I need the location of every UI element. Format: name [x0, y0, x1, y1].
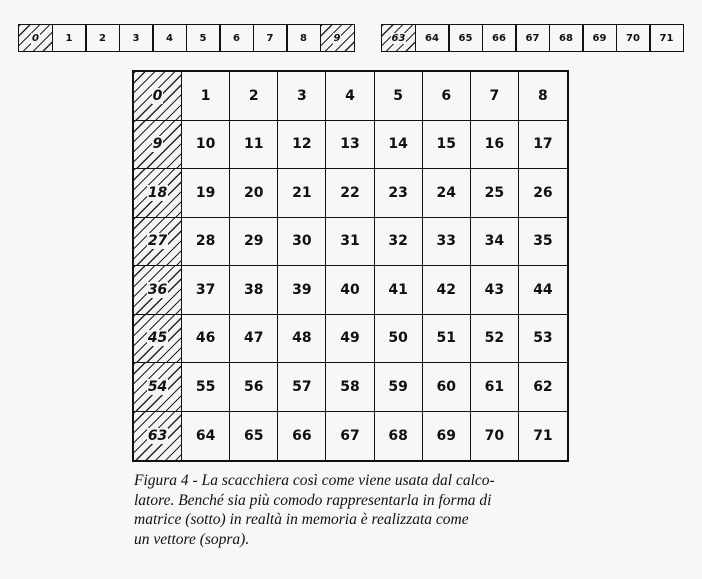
matrix-cell	[519, 218, 567, 267]
board-matrix	[132, 70, 569, 462]
matrix-cell-label: 26	[533, 184, 553, 201]
vector-cell-label: 1	[65, 32, 73, 44]
matrix-cell	[519, 315, 567, 364]
matrix-cell	[278, 315, 326, 364]
matrix-cell-label: 18	[147, 184, 168, 201]
matrix-cell	[326, 121, 374, 170]
matrix-cell-label: 15	[436, 136, 456, 153]
matrix-cell-label: 39	[292, 281, 312, 298]
matrix-cell	[375, 266, 423, 315]
matrix-cell	[423, 315, 471, 364]
matrix-cell	[278, 266, 326, 315]
matrix-cell	[326, 315, 374, 364]
matrix-cell-label: 17	[533, 136, 553, 153]
matrix-cell-label: 25	[484, 184, 505, 201]
matrix-cell-label: 58	[340, 378, 360, 395]
matrix-cell	[519, 121, 567, 170]
vector-cell	[582, 24, 617, 52]
matrix-cell	[230, 363, 278, 412]
vector-cell-label: 3	[132, 32, 140, 44]
matrix-cell	[375, 218, 423, 267]
vector-cell	[515, 24, 550, 52]
caption-line-4: un vettore (sopra).	[134, 530, 250, 548]
matrix-cell	[182, 412, 230, 461]
matrix-cell-label: 6	[441, 87, 452, 104]
matrix-cell-label: 53	[533, 330, 553, 347]
vector-cell-label: 66	[492, 32, 506, 44]
matrix-cell	[423, 266, 471, 315]
matrix-cell-label: 3	[297, 87, 307, 104]
matrix-border-cell	[134, 412, 182, 461]
matrix-cell	[182, 218, 230, 267]
matrix-cell-label: 45	[147, 330, 168, 347]
vector-cell	[286, 24, 321, 52]
matrix-border-cell	[134, 266, 182, 315]
vector-cell-label: 71	[659, 32, 674, 44]
matrix-cell-label: 70	[484, 427, 505, 444]
matrix-cell-label: 49	[340, 330, 360, 347]
matrix-cell	[182, 266, 230, 315]
matrix-cell-label: 21	[292, 184, 312, 201]
matrix-border-cell	[134, 121, 182, 170]
matrix-cell	[326, 266, 374, 315]
matrix-cell-label: 55	[195, 378, 216, 395]
matrix-cell-label: 11	[244, 136, 264, 153]
matrix-cell-label: 37	[195, 281, 216, 298]
matrix-cell	[519, 169, 567, 218]
matrix-cell-label: 68	[388, 427, 408, 444]
matrix-cell	[471, 412, 519, 461]
matrix-cell-label: 56	[244, 378, 264, 395]
matrix-cell-label: 30	[292, 233, 312, 250]
matrix-cell-label: 12	[292, 136, 312, 153]
matrix-border-cell	[134, 72, 182, 121]
vector-cell-label: 70	[626, 32, 640, 44]
matrix-cell-label: 23	[388, 184, 408, 201]
matrix-cell	[326, 363, 374, 412]
caption-line-2: latore. Benché sia più comodo rappresentarla in forma di	[134, 491, 492, 509]
matrix-cell-label: 50	[388, 330, 408, 347]
vector-cell-label: 69	[592, 32, 607, 44]
matrix-cell	[471, 266, 519, 315]
matrix-cell	[423, 169, 471, 218]
matrix-cell-label: 27	[147, 233, 168, 250]
matrix-cell-label: 28	[195, 233, 216, 250]
matrix-border-cell	[134, 169, 182, 218]
matrix-cell	[326, 72, 374, 121]
matrix-cell	[375, 315, 423, 364]
matrix-cell-label: 41	[388, 281, 408, 298]
matrix-cell-label: 65	[244, 427, 264, 444]
matrix-cell-label: 69	[436, 427, 456, 444]
matrix-cell-label: 38	[244, 281, 264, 298]
matrix-cell	[326, 218, 374, 267]
vector-cell-label: 63	[391, 32, 406, 44]
vector-cell	[482, 24, 517, 52]
matrix-cell-label: 19	[195, 184, 216, 201]
matrix-cell	[278, 121, 326, 170]
matrix-cell	[230, 412, 278, 461]
vector-cell-label: 6	[233, 32, 240, 44]
vector-cell-label: 4	[166, 32, 173, 44]
matrix-cell	[230, 218, 278, 267]
matrix-cell-label: 57	[292, 378, 312, 395]
vector-cell-label: 7	[266, 32, 274, 44]
caption-line-1: Figura 4 - La scacchiera così come viene usata dal calco-	[134, 472, 495, 489]
matrix-cell	[471, 72, 519, 121]
vector-cell	[219, 24, 254, 52]
matrix-cell	[278, 169, 326, 218]
matrix-cell-label: 60	[436, 378, 456, 395]
matrix-cell-label: 22	[340, 184, 360, 201]
vector-cell-label: 5	[199, 32, 207, 44]
vector-cell	[119, 24, 154, 52]
vector-cell	[381, 24, 416, 52]
matrix-cell	[326, 169, 374, 218]
matrix-cell	[375, 363, 423, 412]
vector-cell-label: 9	[333, 32, 341, 44]
matrix-cell	[230, 72, 278, 121]
matrix-cell	[375, 412, 423, 461]
vector-cell	[152, 24, 187, 52]
matrix-cell	[423, 363, 471, 412]
memory-vector	[0, 0, 702, 60]
matrix-cell-label: 13	[340, 136, 360, 153]
matrix-cell-label: 5	[393, 87, 403, 104]
vector-cell	[415, 24, 450, 52]
matrix-cell	[230, 315, 278, 364]
matrix-cell-label: 36	[147, 281, 168, 298]
vector-cell	[186, 24, 221, 52]
vector-cell-label: 64	[425, 32, 439, 44]
matrix-cell-label: 66	[292, 427, 312, 444]
matrix-cell	[326, 412, 374, 461]
matrix-cell	[423, 121, 471, 170]
matrix-cell	[182, 363, 230, 412]
matrix-cell-label: 54	[147, 378, 168, 395]
matrix-cell-label: 64	[195, 427, 216, 444]
matrix-cell-label: 31	[340, 233, 360, 250]
matrix-cell	[423, 72, 471, 121]
matrix-cell	[278, 363, 326, 412]
matrix-cell	[471, 218, 519, 267]
vector-cell	[52, 24, 87, 52]
matrix-cell-label: 61	[484, 378, 505, 395]
vector-cell	[85, 24, 120, 52]
matrix-cell	[423, 218, 471, 267]
matrix-cell	[182, 169, 230, 218]
vector-cell-label: 8	[300, 32, 307, 44]
matrix-cell	[471, 169, 519, 218]
matrix-cell-label: 32	[388, 233, 408, 250]
matrix-cell-label: 47	[244, 330, 264, 347]
matrix-cell	[375, 121, 423, 170]
matrix-cell	[182, 121, 230, 170]
matrix-cell	[375, 72, 423, 121]
matrix-cell-label: 8	[538, 87, 548, 104]
matrix-cell-label: 24	[436, 184, 456, 201]
caption-line-3: matrice (sotto) in realtà in memoria è realizzata come	[134, 511, 469, 528]
matrix-cell-label: 35	[533, 233, 553, 250]
matrix-cell-label: 43	[484, 281, 505, 298]
matrix-cell-label: 71	[533, 427, 553, 444]
vector-cell	[448, 24, 483, 52]
matrix-cell-label: 44	[533, 281, 553, 298]
matrix-cell	[182, 315, 230, 364]
matrix-cell-label: 48	[292, 330, 312, 347]
vector-cell-label: 68	[559, 32, 573, 44]
matrix-cell-label: 59	[388, 378, 408, 395]
matrix-cell-label: 33	[436, 233, 456, 250]
matrix-cell-label: 46	[195, 330, 216, 347]
vector-cell	[320, 24, 355, 52]
matrix-cell	[230, 169, 278, 218]
vector-cell	[549, 24, 584, 52]
matrix-cell-label: 51	[436, 330, 456, 347]
matrix-cell	[278, 72, 326, 121]
matrix-cell-label: 1	[200, 87, 211, 104]
matrix-cell-label: 10	[195, 136, 216, 153]
vector-cell	[253, 24, 288, 52]
matrix-border-cell	[134, 363, 182, 412]
vector-cell	[616, 24, 651, 52]
matrix-cell-label: 67	[340, 427, 360, 444]
matrix-border-cell	[134, 315, 182, 364]
matrix-cell-label: 20	[244, 184, 264, 201]
matrix-cell-label: 34	[484, 233, 505, 250]
matrix-cell-label: 40	[340, 281, 360, 298]
matrix-cell	[278, 412, 326, 461]
matrix-cell-label: 9	[152, 136, 163, 153]
matrix-cell	[278, 218, 326, 267]
matrix-cell-label: 62	[533, 378, 553, 395]
matrix-cell	[471, 121, 519, 170]
matrix-cell	[375, 169, 423, 218]
matrix-cell	[471, 315, 519, 364]
matrix-cell	[519, 363, 567, 412]
matrix-cell-label: 29	[244, 233, 264, 250]
matrix-cell	[471, 363, 519, 412]
vector-cell	[18, 24, 53, 52]
matrix-cell-label: 16	[484, 136, 505, 153]
matrix-cell-label: 4	[345, 87, 355, 104]
matrix-border-cell	[134, 218, 182, 267]
matrix-cell	[182, 72, 230, 121]
matrix-cell	[230, 121, 278, 170]
vector-cell-label: 67	[525, 32, 540, 44]
vector-cell-label: 2	[99, 32, 106, 44]
figure-caption	[134, 471, 604, 549]
matrix-cell	[230, 266, 278, 315]
matrix-cell	[519, 412, 567, 461]
vector-cell	[649, 24, 684, 52]
matrix-cell	[519, 72, 567, 121]
matrix-cell-label: 63	[147, 427, 168, 444]
matrix-cell-label: 52	[484, 330, 505, 347]
vector-cell-label: 0	[32, 32, 39, 44]
matrix-cell-label: 0	[152, 87, 163, 104]
matrix-cell-label: 2	[248, 87, 259, 104]
matrix-cell-label: 7	[489, 87, 500, 104]
matrix-cell	[423, 412, 471, 461]
matrix-cell-label: 42	[436, 281, 456, 298]
matrix-cell-label: 14	[388, 136, 408, 153]
matrix-cell	[519, 266, 567, 315]
vector-cell-label: 65	[458, 32, 473, 44]
